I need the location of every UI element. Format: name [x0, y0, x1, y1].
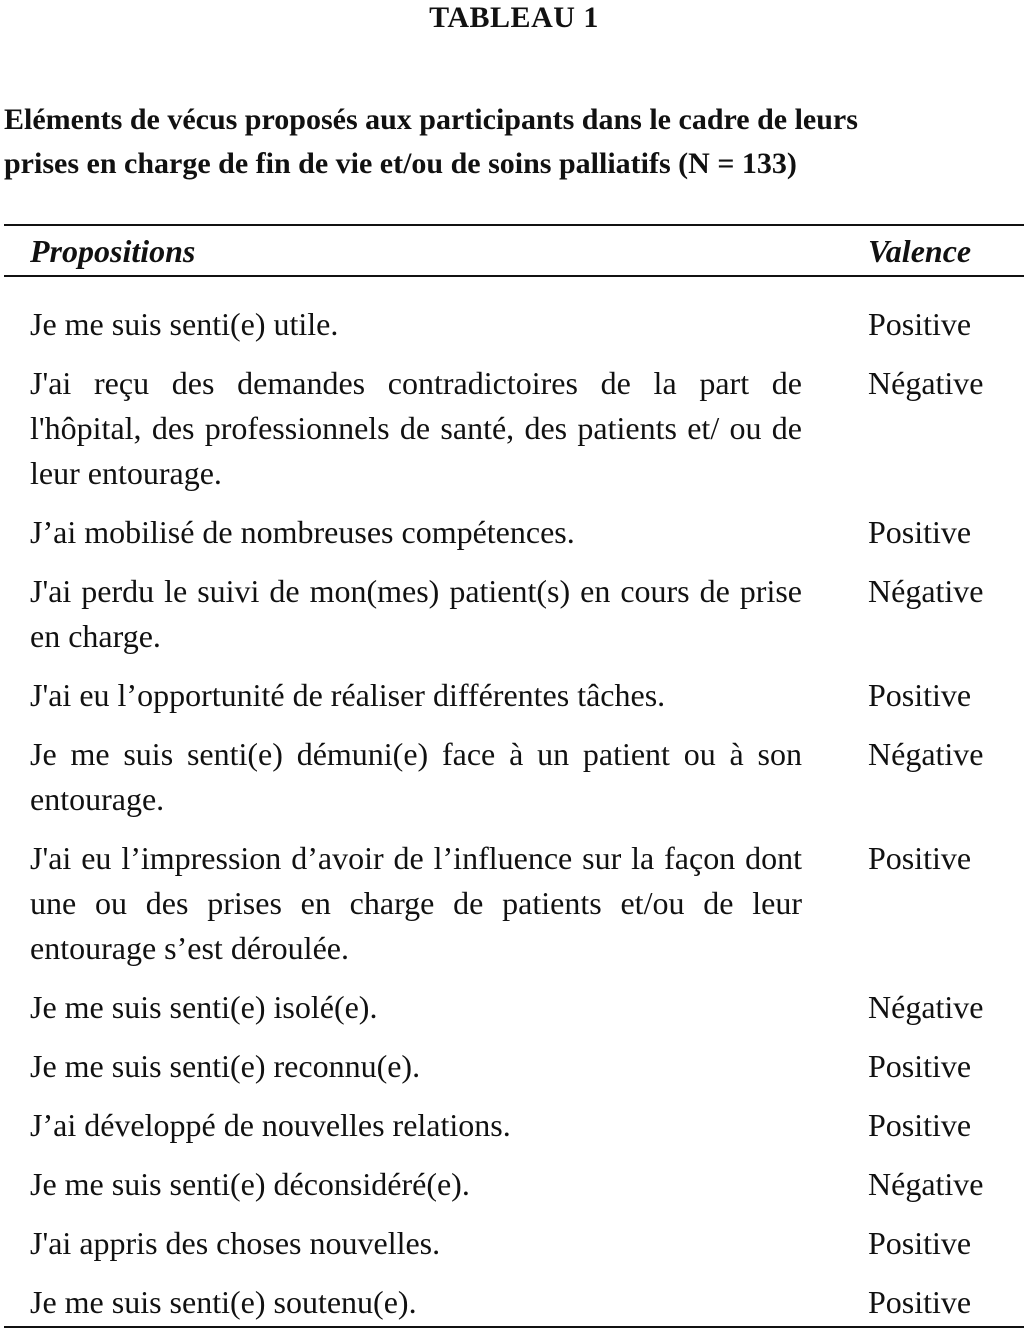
valence-cell: Positive — [868, 1284, 972, 1320]
column-header-valence: Valence — [868, 233, 972, 269]
table-row — [0, 1221, 1028, 1266]
proposition-cell: J’ai mobilisé de nombreuses compétences. — [30, 514, 575, 550]
table-row — [0, 1280, 1028, 1325]
valence-cell: Positive — [868, 840, 972, 876]
table-row — [0, 1044, 1028, 1089]
table-row — [0, 569, 1028, 659]
proposition-cell: J'ai eu l’impression d’avoir de l’influence sur la façon dont une ou des prises en charge de patients et/ou de leur entourage s’est déroulée. — [30, 840, 802, 966]
proposition-cell: Je me suis senti(e) déconsidéré(e). — [30, 1166, 470, 1202]
valence-cell: Négative — [868, 1166, 984, 1202]
table-row — [0, 673, 1028, 718]
valence-cell: Positive — [868, 1048, 972, 1084]
proposition-cell: Je me suis senti(e) soutenu(e). — [30, 1284, 417, 1320]
table-row — [0, 732, 1028, 822]
valence-cell: Positive — [868, 306, 972, 342]
table-row — [0, 985, 1028, 1030]
valence-cell: Positive — [868, 514, 972, 550]
table-bottom-rule — [4, 1326, 1024, 1328]
table-label: TABLEAU 1 — [429, 1, 599, 34]
table-row — [0, 1103, 1028, 1148]
table-header-rule — [4, 275, 1024, 277]
table-row — [0, 510, 1028, 555]
column-header-propositions: Propositions — [30, 233, 196, 269]
valence-cell: Négative — [868, 736, 984, 772]
table-top-rule — [4, 224, 1024, 226]
valence-cell: Positive — [868, 1225, 972, 1261]
proposition-cell: Je me suis senti(e) reconnu(e). — [30, 1048, 421, 1084]
valence-cell: Négative — [868, 365, 984, 401]
table-row — [0, 836, 1028, 971]
valence-cell: Négative — [868, 989, 984, 1025]
table-caption: Eléments de vécus proposés aux participants dans le cadre de leurs prises en charge de fin de vie et/ou de soins palliatifs (N = 133) — [4, 103, 858, 180]
table-row — [0, 1162, 1028, 1207]
proposition-cell: J'ai appris des choses nouvelles. — [30, 1225, 441, 1261]
proposition-cell: Je me suis senti(e) utile. — [30, 306, 339, 342]
proposition-cell: Je me suis senti(e) isolé(e). — [30, 989, 378, 1025]
proposition-cell: J'ai reçu des demandes contradictoires de la part de l'hôpital, des professionnels de santé, des patients et/ ou de leur entourage. — [30, 365, 802, 491]
table-row — [0, 361, 1028, 496]
proposition-cell: J'ai perdu le suivi de mon(mes) patient(s) en cours de prise en charge. — [30, 573, 802, 654]
proposition-cell: J’ai développé de nouvelles relations. — [30, 1107, 511, 1143]
table-body — [0, 302, 1028, 1339]
table-row — [0, 302, 1028, 347]
valence-cell: Positive — [868, 1107, 972, 1143]
proposition-cell: J'ai eu l’opportunité de réaliser différentes tâches. — [30, 677, 666, 713]
valence-cell: Négative — [868, 573, 984, 609]
proposition-cell: Je me suis senti(e) démuni(e) face à un patient ou à son entourage. — [30, 736, 802, 817]
valence-cell: Positive — [868, 677, 972, 713]
